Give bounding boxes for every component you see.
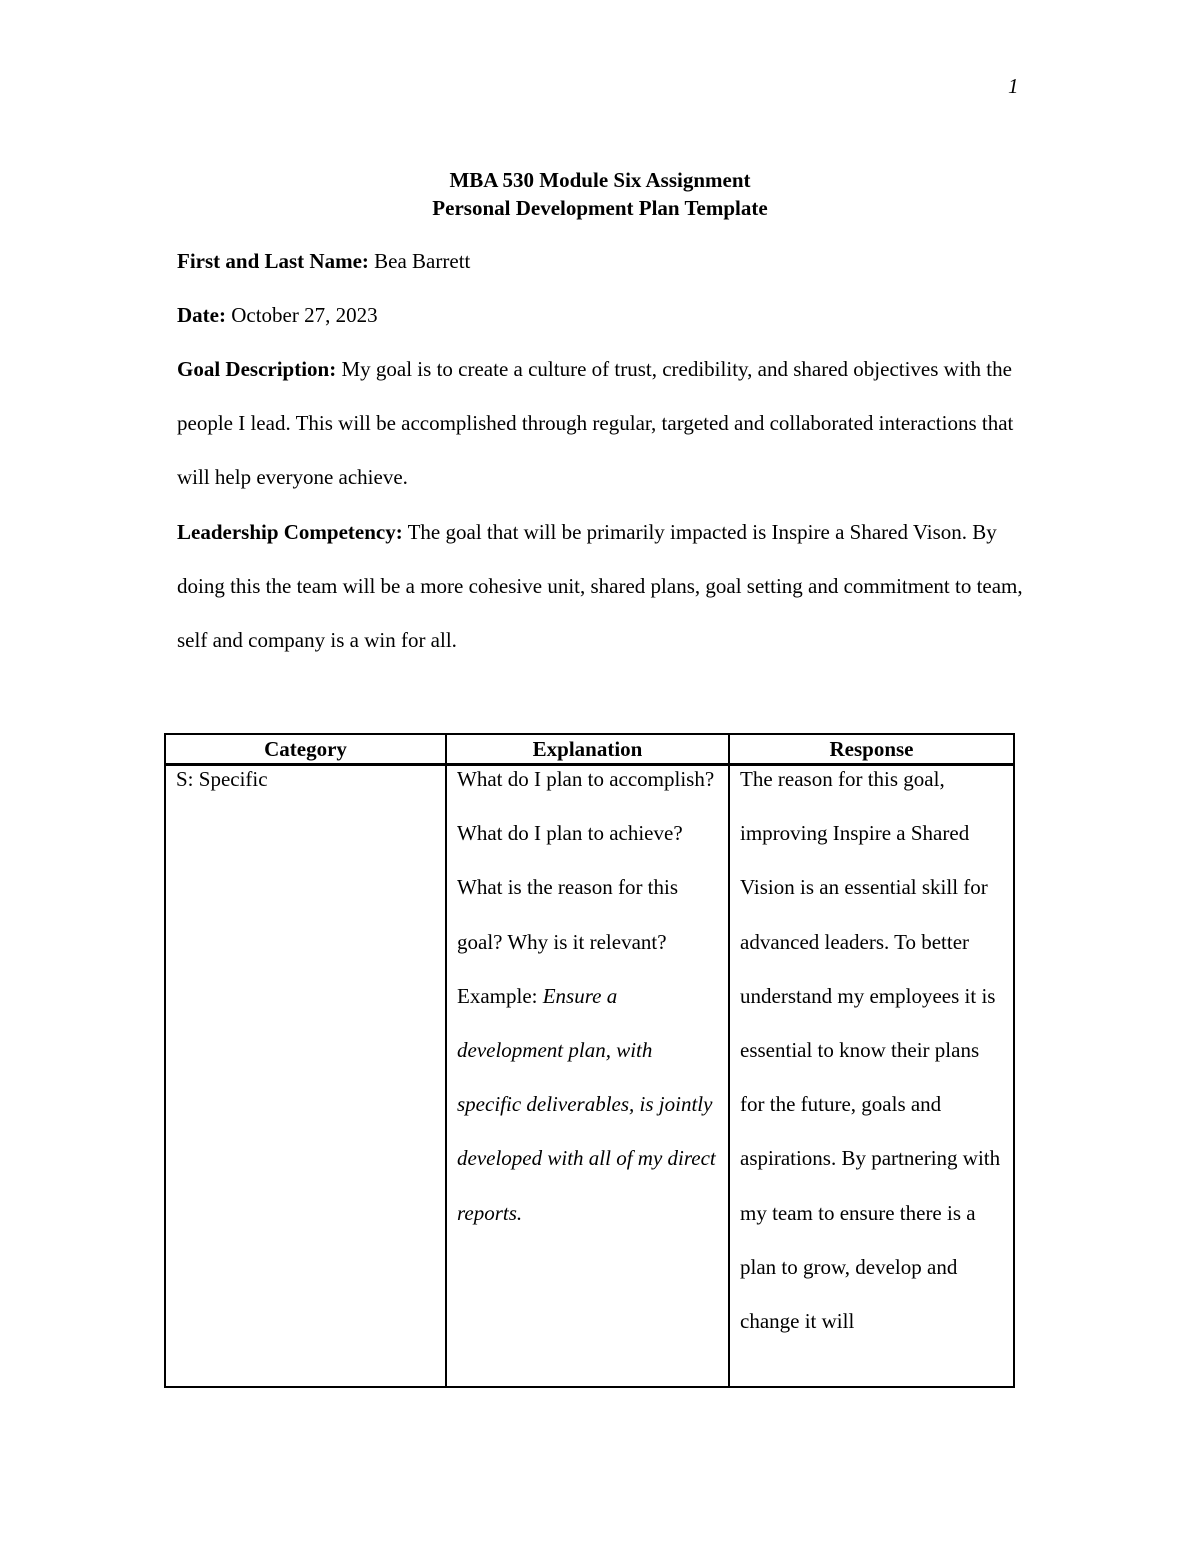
goal-text: My goal is to create a culture of trust, credibility, and shared objectives with the people I lead. This will be accomplished through regular, targeted and collaborated interactions that will help everyone achieve. — [177, 357, 1014, 489]
title-line-1: MBA 530 Module Six Assignment — [449, 168, 751, 192]
name-label: First and Last Name: — [177, 249, 369, 273]
example-text: Ensure a development plan, with specific deliverables, is jointly developed with all of my direct reports. — [457, 983, 716, 1225]
name-field — [177, 247, 470, 275]
category-text: S: Specific — [176, 767, 268, 791]
response-text: The reason for this goal, improving Inspire a Shared Vision is an essential skill for advanced leaders. To better understand my employees it is essential to know their plans for the future, goals and aspirations. By partnering with my team to ensure there is a plan to grow, develop and change it will — [740, 767, 1001, 1334]
table-row — [165, 765, 1014, 1388]
explanation-cell — [446, 765, 729, 1388]
example-label: Example: — [457, 983, 538, 1008]
competency-label: Leadership Competency: — [177, 520, 403, 544]
response-cell — [729, 765, 1014, 1388]
competency-text: The goal that will be primarily impacted is Inspire a Shared Vison. By doing this the team will be a more cohesive unit, shared plans, goal setting and commitment to team, self and company is a win for all. — [177, 520, 1023, 652]
smart-goal-table — [164, 733, 1015, 1388]
page-number: 1 — [1008, 74, 1019, 98]
goal-description — [177, 342, 1037, 504]
name-value: Bea Barrett — [374, 249, 471, 273]
document-title — [0, 166, 1200, 222]
explanation-block — [457, 752, 718, 1240]
goal-label: Goal Description: — [177, 357, 337, 381]
leadership-competency — [177, 505, 1037, 667]
header-explanation: Explanation — [446, 734, 729, 765]
category-cell — [165, 765, 446, 1388]
explanation-text: What do I plan to accomplish? What do I plan to achieve? What is the reason for this goal? Why is it relevant? — [457, 767, 715, 954]
header-response: Response — [729, 734, 1014, 765]
date-value: October 27, 2023 — [231, 303, 378, 327]
header-category: Category — [165, 734, 446, 765]
date-label: Date: — [177, 303, 226, 327]
date-field — [177, 301, 378, 329]
title-line-2: Personal Development Plan Template — [432, 196, 768, 220]
